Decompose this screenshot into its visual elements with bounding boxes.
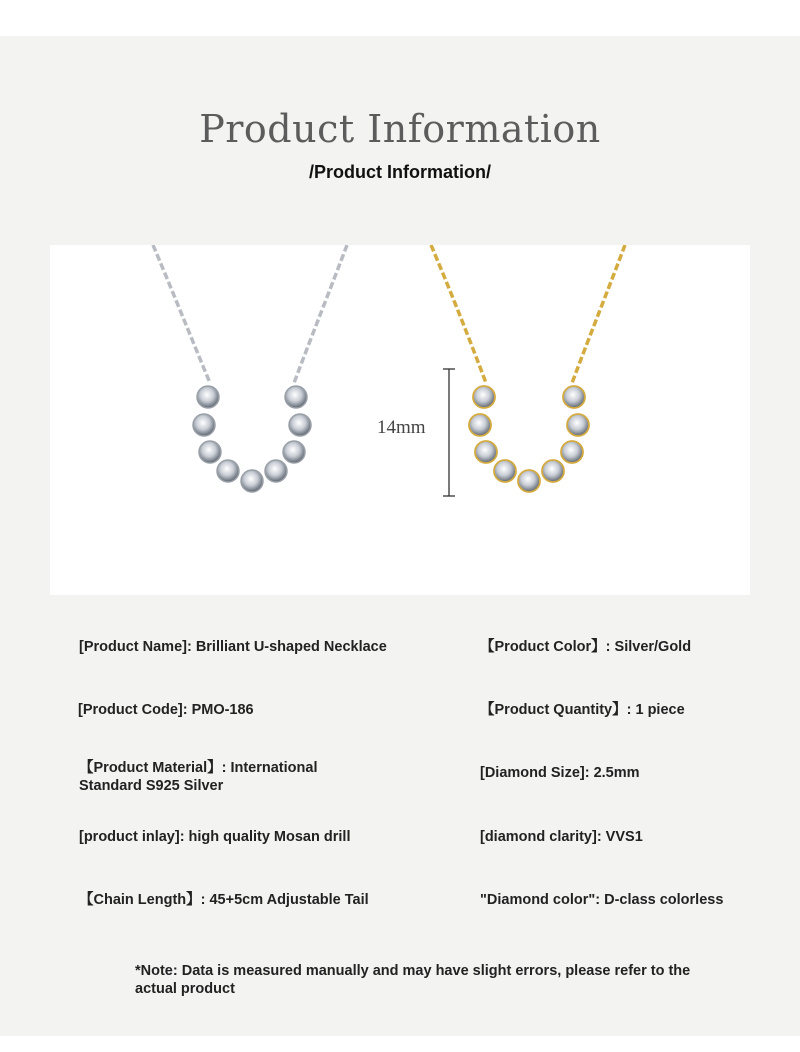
silver-necklace	[153, 245, 347, 492]
spec-product-quantity: 【Product Quantity】: 1 piece	[480, 702, 685, 718]
dimension-marker	[443, 369, 455, 496]
spec-chain-length: 【Chain Length】: 45+5cm Adjustable Tail	[79, 892, 369, 908]
dimension-label: 14mm	[377, 417, 426, 438]
spec-diamond-clarity: [diamond clarity]: VVS1	[480, 829, 643, 845]
spec-product-inlay: [product inlay]: high quality Mosan drill	[79, 829, 351, 845]
product-photo	[50, 245, 750, 595]
gold-pendant	[469, 386, 589, 492]
page-title: Product Information	[199, 107, 601, 151]
spec-diamond-color: "Diamond color": D-class colorless	[480, 892, 724, 908]
silver-pendant	[193, 386, 311, 492]
disclaimer-note: *Note: Data is measured manually and may have slight errors, please refer to the actual product	[135, 963, 691, 997]
spec-product-name: [Product Name]: Brilliant U-shaped Necklace	[79, 639, 387, 655]
spec-product-color: 【Product Color】: Silver/Gold	[480, 639, 692, 655]
page-subtitle: /Product Information/	[309, 162, 491, 182]
spec-product-material: 【Product Material】: International Standard S925 Silver	[79, 760, 318, 794]
gold-necklace	[431, 245, 625, 492]
spec-diamond-size: [Diamond Size]: 2.5mm	[480, 765, 640, 781]
spec-product-code: [Product Code]: PMO-186	[78, 702, 254, 718]
